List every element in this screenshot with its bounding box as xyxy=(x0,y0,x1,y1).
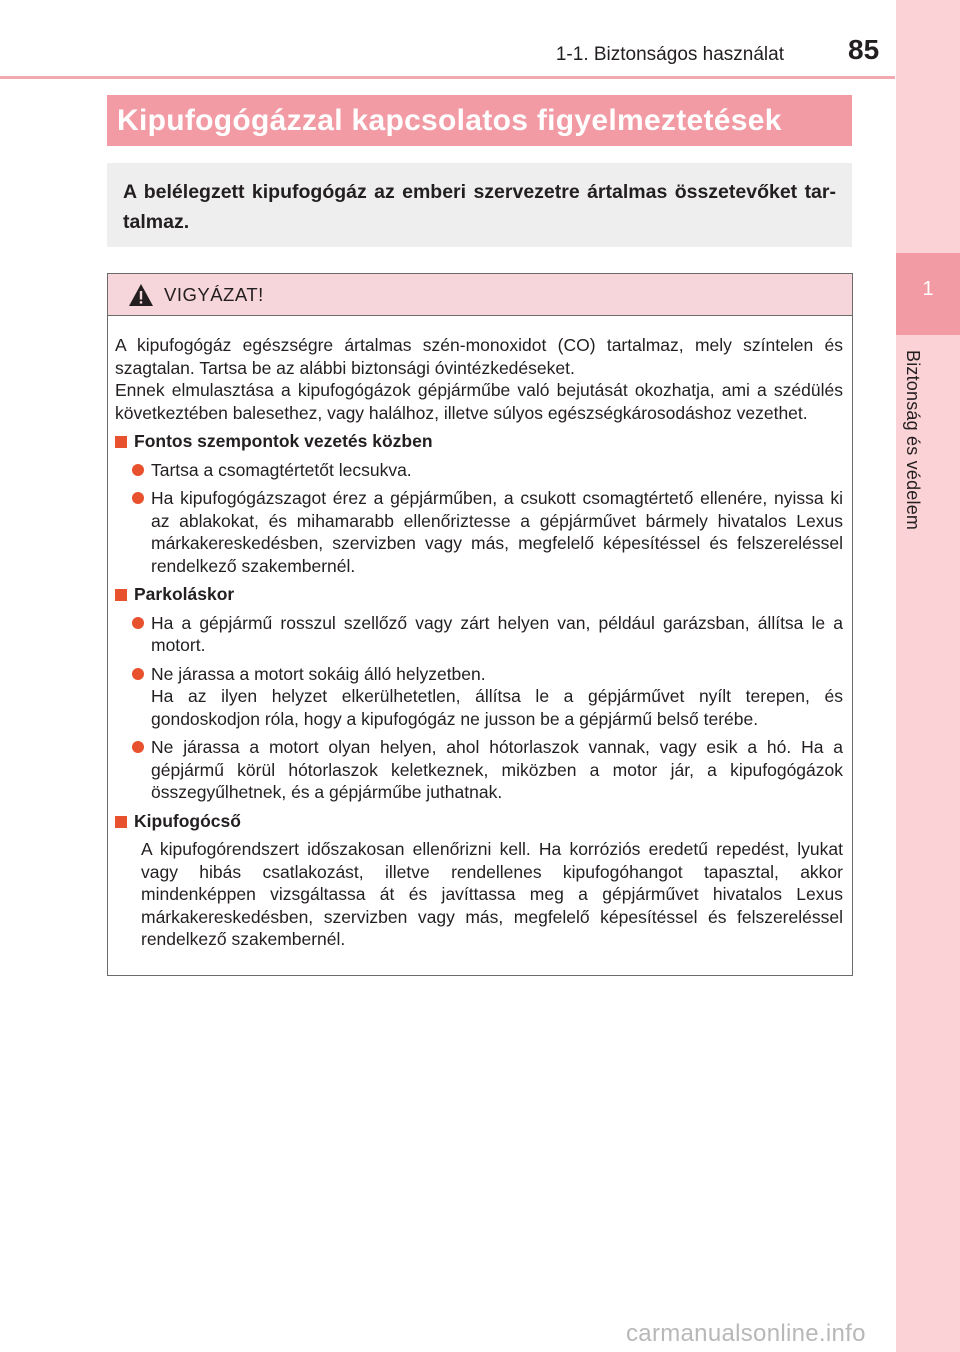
warning-intro-1: A kipufogógáz egészségre ártalmas szén-monoxidot (CO) tartalmaz, mely színtelen és szagtalan. Tartsa be az alábbi biztonsági óvintézkedéseket. xyxy=(115,335,843,378)
section-heading-exhaust xyxy=(115,810,843,833)
list-item xyxy=(132,612,843,657)
bullet-text: Tartsa a csomagtértetőt lecsukva. xyxy=(151,459,412,480)
warning-box xyxy=(107,273,853,976)
section-heading-driving xyxy=(115,430,843,453)
bullet-text: Ha a gépjármű rosszul szellőző vagy zárt helyen van, például garázsban, állítsa le a motort. xyxy=(151,612,843,655)
title-banner xyxy=(107,95,852,146)
section-heading-text: Fontos szempontok vezetés közben xyxy=(134,431,433,451)
bullet-text-line-1: Ne járassa a motort sokáig álló helyzetben. xyxy=(151,663,486,684)
square-bullet-icon xyxy=(115,589,127,601)
page-number: 85 xyxy=(848,34,880,65)
list-item xyxy=(132,663,843,731)
warning-body xyxy=(108,316,852,951)
square-bullet-icon xyxy=(115,436,127,448)
list-item xyxy=(132,736,843,804)
bullet-text-line-2: Ha az ilyen helyzet elkerülhetetlen, állítsa le a gépjárművet nyílt terepen, és gondoskodjon róla, hogy a kipufogógáz ne jusson be a gépjármű belső terébe. xyxy=(151,686,843,729)
bullet-text: Ne járassa a motort olyan helyen, ahol hótorlaszok vannak, vagy esik a hó. Ha a gépjármű körül hótorlaszok keletkeznek, miközben a motor jár, a kipufogógázok összegyűlhetnek, és a gépjárműbe juthatnak. xyxy=(151,737,843,802)
bullet-dot-icon xyxy=(132,741,144,753)
header-section-title: 1-1. Biztonságos használat xyxy=(555,44,784,65)
chapter-number: 1 xyxy=(922,278,934,300)
watermark: carmanualsonline.info xyxy=(626,1320,866,1347)
bullet-dot-icon xyxy=(132,617,144,629)
warning-header xyxy=(108,274,852,316)
warning-intro-2: Ennek elmulasztása a kipufogógázok gépjárműbe való bejutását okozhatja, ami a szédülés következtében balesethez, vagy halálhoz, illetve súlyos egészségkárosodáshoz vezethet. xyxy=(115,380,843,423)
section-heading-text: Kipufogócső xyxy=(134,810,241,831)
list-item xyxy=(132,459,843,482)
intro-box xyxy=(107,163,852,247)
side-strip xyxy=(896,0,960,1352)
bullet-dot-icon xyxy=(132,492,144,504)
section-heading-parking xyxy=(115,583,843,606)
header-rule xyxy=(0,76,895,79)
bullet-text xyxy=(151,663,843,731)
bullet-dot-icon xyxy=(132,464,144,476)
warning-triangle-icon xyxy=(128,283,154,307)
intro-text: A belélegzett kipufogógáz az emberi szervezetre ártalmas összetevőket tar-talmaz. xyxy=(123,181,836,233)
page-title: Kipufogógázzal kapcsolatos figyelmeztetések xyxy=(117,103,782,137)
exhaust-text: A kipufogórendszert időszakosan ellenőrizni kell. Ha korróziós eredetű repedést, lyukat vagy hibás csatlakozást, illetve rendellenes kipufogóhangot tapasztal, akkor mindenképpen vizsgáltassa át és javíttassa meg a gépjárművet hivatalos Lexus márkakereskedésben, szervizben vagy más, megfelelő képesítéssel és felszereléssel rendelkező szakembernél. xyxy=(141,839,843,949)
bullet-dot-icon xyxy=(132,668,144,680)
list-item xyxy=(132,487,843,577)
bullet-text: Ha kipufogógázszagot érez a gépjárműben, a csukott csomagtértető ellenére, nyissa ki az ablakokat, és mihamarabb ellenőriztesse a gépjárművet bármely hivatalos Lexus márkakereskedésben, szervizben vagy más, megfelelő képesítéssel és felszereléssel rendelkező szakembernél. xyxy=(151,488,843,576)
square-bullet-icon xyxy=(115,816,127,828)
warning-label: VIGYÁZAT! xyxy=(164,283,264,305)
chapter-title: Biztonság és védelem xyxy=(903,350,923,531)
section-heading-text: Parkoláskor xyxy=(134,584,235,604)
